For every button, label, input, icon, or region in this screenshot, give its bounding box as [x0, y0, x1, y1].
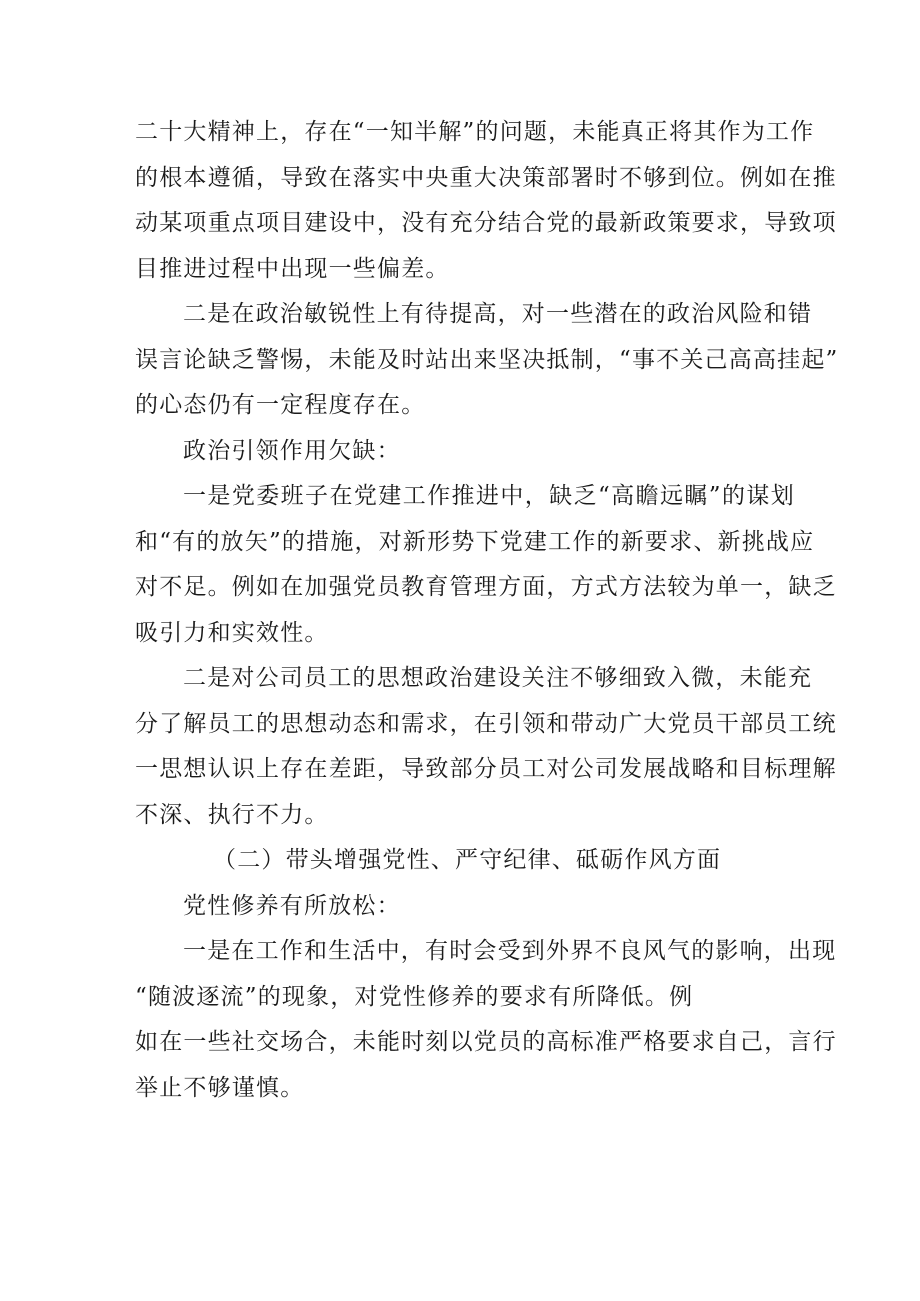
text-line: 动某项重点项目建设中，没有充分结合党的最新政策要求，导致项 [135, 210, 837, 236]
text-line: 一是在工作和生活中，有时会受到外界不良风气的影响，出现 [183, 938, 837, 964]
text-line: 二是对公司员工的思想政治建设关注不够细致入微，未能充 [183, 665, 813, 691]
section-heading: 党性修养有所放松： [183, 892, 401, 919]
text-line: 举止不够谨慎。 [135, 1074, 305, 1101]
text-line: 和“有的放矢”的措施，对新形势下党建工作的新要求、新挑战应 [135, 528, 815, 555]
section-title: （二）带头增强党性、严守纪律、砥砺作风方面 [213, 847, 722, 873]
text-line: “随波逐流”的现象，对党性修养的要求有所降低。例 [135, 983, 694, 1010]
text-line: 误言论缺乏警惕，未能及时站出来坚决抵制，“事不关己高高挂起” [135, 346, 839, 373]
text-line: 二十大精神上，存在“一知半解”的问题，未能真正将其作为工作 [135, 119, 815, 145]
text-line: 的心态仍有一定程度存在。 [135, 392, 426, 418]
text-line: 吸引力和实效性。 [135, 619, 329, 646]
text-line: 二是在政治敏锐性上有待提高，对一些潜在的政治风险和错 [183, 301, 813, 327]
section-heading: 政治引领作用欠缺： [183, 437, 401, 464]
document-body [135, 110, 839, 1111]
text-line: 一思想认识上存在差距，导致部分员工对公司发展战略和目标理解 [135, 756, 837, 782]
text-line: 如在一些社交场合，未能时刻以党员的高标准严格要求自己，言行 [135, 1029, 837, 1055]
text-line: 不深、执行不力。 [135, 801, 329, 828]
text-line: 对不足。例如在加强党员教育管理方面，方式方法较为单一，缺乏 [135, 574, 837, 600]
text-line: 分了解员工的思想动态和需求，在引领和带动广大党员干部员工统 [135, 710, 837, 737]
text-line: 一是党委班子在党建工作推进中，缺乏“高瞻远瞩”的谋划 [183, 483, 795, 509]
text-line: 目推进过程中出现一些偏差。 [135, 255, 450, 282]
text-line: 的根本遵循，导致在落实中央重大决策部署时不够到位。例如在推 [135, 164, 837, 191]
